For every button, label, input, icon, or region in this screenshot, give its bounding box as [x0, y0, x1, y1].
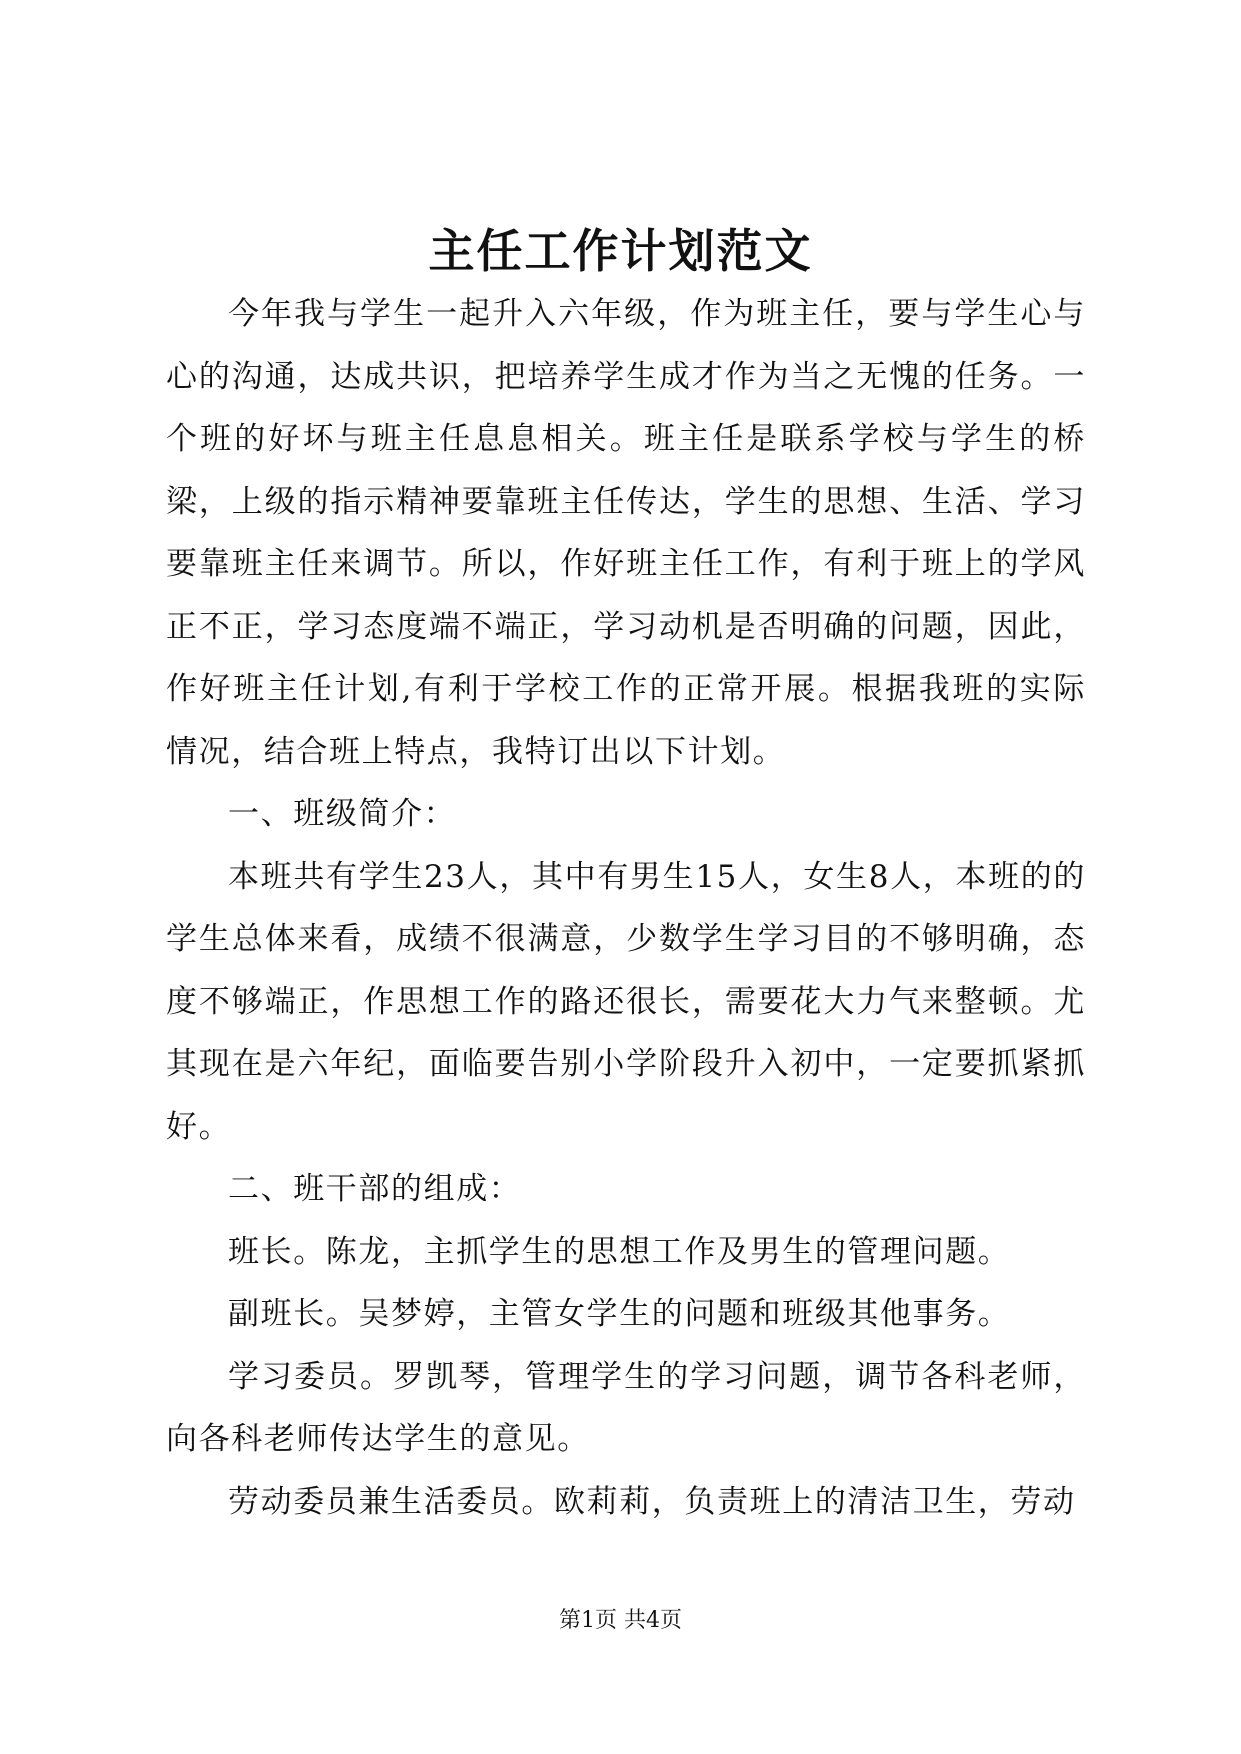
page-indicator: 第1页 共4页	[559, 1608, 682, 1633]
document-title: 主任工作计划范文	[428, 224, 813, 278]
section-heading-class-intro: 一、班级简介：	[228, 796, 457, 832]
paragraph-study-committee: 学习委员。罗凯琴，管理学生的学习问题，调节各科老师，向各科老师传达学生的意见。	[166, 1358, 1086, 1457]
paragraph-labor-committee: 劳动委员兼生活委员。欧莉莉，负责班上的清洁卫生，劳动	[228, 1483, 1076, 1520]
section-heading-class-cadres: 二、班干部的组成：	[228, 1171, 522, 1207]
paragraph-intro: 今年我与学生一起升入六年级，作为班主任，要与学生心与心的沟通，达成共识，把培养学生成才作为当之无愧的任务。一个班的好坏与班主任息息相关。班主任是联系学校与学生的桥梁，上级的指示精神要靠班主任传达，学生的思想、生活、学习要靠班主任来调节。所以，作好班主任工作，有利于班上的学风正不正，学习态度端不端正，学习动机是否明确的问题，因此，作好班主任计划,有利于学校工作的正常开展。根据我班的实际情况，结合班上特点，我特订出以下计划。	[166, 296, 1086, 770]
paragraph-class-intro: 本班共有学生23人，其中有男生15人，女生8人，本班的的学生总体来看，成绩不很满意，少数学生学习目的不够明确，态度不够端正，作思想工作的路还很长，需要花大力气来整顿。尤其现在是六年纪，面临要告别小学阶段升入初中，一定要抓紧抓好。	[166, 858, 1086, 1145]
paragraph-vice-monitor: 副班长。吴梦婷，主管女学生的问题和班级其他事务。	[228, 1296, 1011, 1332]
document-body	[166, 283, 1086, 1533]
paragraph-monitor: 班长。陈龙，主抓学生的思想工作及男生的管理问题。	[228, 1233, 1011, 1270]
